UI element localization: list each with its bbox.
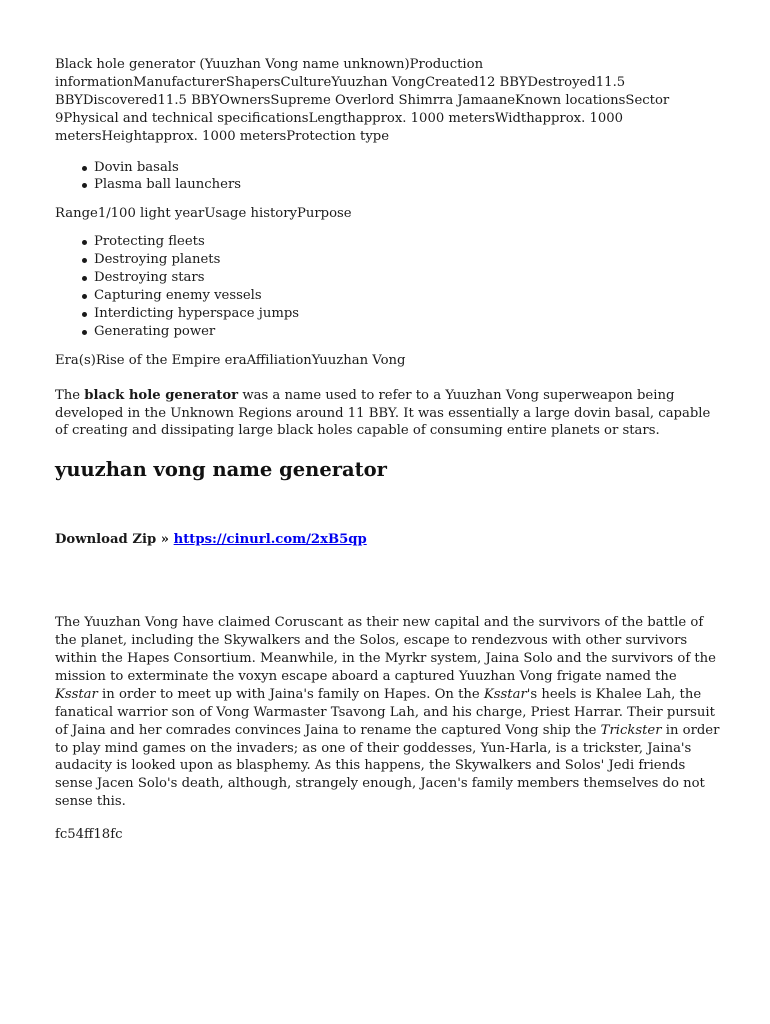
list-item: Dovin basals xyxy=(94,159,720,177)
infobox-text: Black hole generator (Yuuzhan Vong name unknown)Production informationManufacturerShapersCultureYuuzhan VongCreated12 BBYDestroyed11.5 BBYDiscovered11.5 BBYOwnersSupreme Overlord Shimrra JamaaneKnown locationsSector 9Physical and technical specificationsLengthapprox. 1000 metersWidthapprox. 1000 metersHeightapprox. 1000 metersProtection type xyxy=(55,57,670,144)
list-item: Protecting fleets xyxy=(94,233,720,251)
intro-lead: The xyxy=(55,387,85,403)
story-text: in order to play mind games on the invaders; as one of their goddesses, Yun-Harla, is a trickster, Jaina's audacity is looked upon as blasphemy. As this happens, the Skywalkers and Solos' Jedi friends sense Jacen Solo's death, although, strangely enough, Jacen's family members themselves do not sense this. xyxy=(55,722,720,810)
intro-paragraph xyxy=(55,387,720,441)
list-item: Destroying stars xyxy=(94,269,720,287)
story-text: 's heels is Khalee Lah, the fanatical warrior son of Vong Warmaster Tsavong Lah, and his charge, Priest Harrar. Their pursuit of Jaina and her comrades convinces Jaina to rename the captured Vong ship the xyxy=(55,686,715,738)
ship-name: Trickster xyxy=(600,722,662,738)
list-item: Generating power xyxy=(94,323,720,341)
list-item: Plasma ball launchers xyxy=(94,176,720,194)
story-text: in order to meet up with Jaina's family on Hapes. On the xyxy=(97,686,484,702)
download-link[interactable]: https://cinurl.com/2xB5qp xyxy=(173,532,367,548)
list-item: Interdicting hyperspace jumps xyxy=(94,305,720,323)
intro-rest: was a name used to refer to a Yuuzhan Vong superweapon being developed in the Unknown Regions around 11 BBY. It was essentially a large dovin basal, capable of creating and dissipating large black holes capable of consuming entire planets or stars. xyxy=(55,387,711,439)
protection-type-list xyxy=(55,159,720,195)
era-text: Era(s)Rise of the Empire eraAffiliationYuuzhan Vong xyxy=(55,352,406,368)
list-item: Capturing enemy vessels xyxy=(94,287,720,305)
range-text: Range1/100 light yearUsage historyPurpose xyxy=(55,206,352,222)
story-text: The Yuuzhan Vong have claimed Coruscant as their new capital and the survivors of the battle of the planet, including the Skywalkers and the Solos, escape to rendezvous with other survivors within the Hapes Consortium. Meanwhile, in the Myrkr system, Jaina Solo and the survivors of the mission to exterminate the voxyn escape aboard a captured Yuuzhan Vong frigate named the xyxy=(55,615,716,684)
story-paragraph xyxy=(55,614,720,811)
ship-name: Ksstar xyxy=(55,686,98,702)
download-line xyxy=(55,531,720,549)
footer-code: fc54ff18fc xyxy=(55,827,123,843)
download-label: Download Zip » xyxy=(55,532,174,548)
ship-name: Ksstar xyxy=(483,686,527,702)
list-item: Destroying planets xyxy=(94,251,720,269)
purpose-list xyxy=(55,233,720,340)
page-heading: yuuzhan vong name generator xyxy=(55,458,387,482)
intro-bold-term: black hole generator xyxy=(84,387,239,403)
